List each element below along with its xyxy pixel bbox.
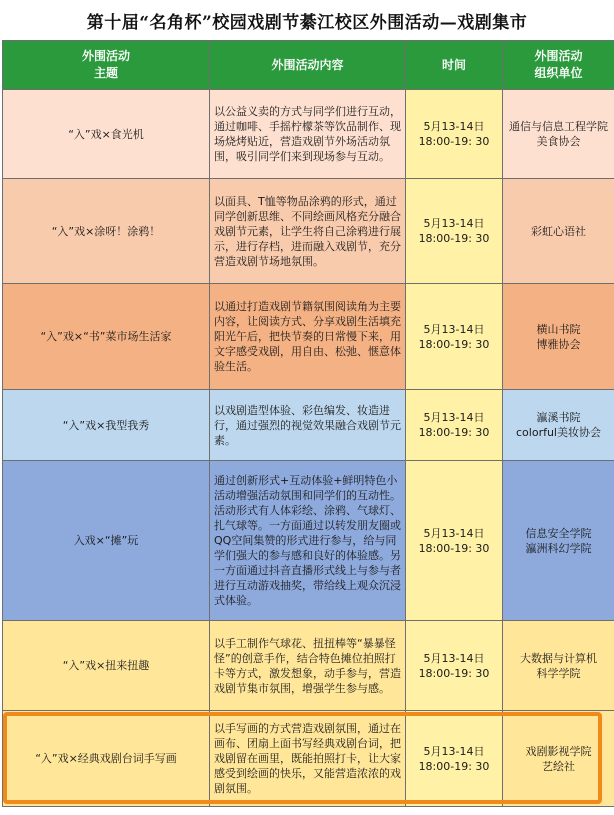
table-row <box>3 90 614 179</box>
row-org: 信息安全学院 瀛洲科幻学院 <box>503 461 614 621</box>
row-content: 以手工制作气球花、扭扭棒等“暴暴怪怪”的创意手作，结合特色摊位拍照打卡等方式，激发想象，动手参与，营造戏剧节集市氛围，增强学生参与感。 <box>210 621 406 711</box>
table-row <box>3 179 614 284</box>
row-content: 以公益义卖的方式与同学们进行互动，通过咖啡、手摇柠檬茶等饮品制作、现场烧烤贴近，营造戏剧节外场活动氛围，吸引同学们来到现场参与互动。 <box>210 90 406 179</box>
row-time: 5月13-14日 18:00-19: 30 <box>406 461 503 621</box>
row-time: 5月13-14日 18:00-19: 30 <box>406 390 503 461</box>
page-title: 第十届“名角杯”校园戏剧节綦江校区外围活动—戏剧集市 <box>86 12 528 33</box>
table-row <box>3 284 614 390</box>
row-content: 以戏剧造型体验、彩色编发、妆造进行，通过强烈的视觉效果融合戏剧节元素。 <box>210 390 406 461</box>
header-content: 外围活动内容 <box>210 41 406 90</box>
row-content: 以通过打造戏剧节籍氛围阅读角为主要内容，让阅读方式、分享戏剧生活填充阳光午后，把快节奏的日常慢下来，用文字感受戏剧，用自由、松弛、惬意体验生活。 <box>210 284 406 390</box>
row-theme: “入”戏×食光机 <box>3 90 210 179</box>
header-time: 时间 <box>406 41 503 90</box>
table-row <box>3 461 614 621</box>
table-row <box>3 390 614 461</box>
table-header-row <box>3 41 614 90</box>
row-time: 5月13-14日 18:00-19: 30 <box>406 179 503 284</box>
row-org: 通信与信息工程学院 美食协会 <box>503 90 614 179</box>
row-org: 横山书院 博雅协会 <box>503 284 614 390</box>
header-org: 外围活动 组织单位 <box>503 41 614 90</box>
row-theme: 入戏×“摊”玩 <box>3 461 210 621</box>
table-row <box>3 621 614 711</box>
row-time: 5月13-14日 18:00-19: 30 <box>406 621 503 711</box>
row-theme: “入”戏×扭来扭趣 <box>3 621 210 711</box>
row-org: 瀛溪书院 colorful美妆协会 <box>503 390 614 461</box>
row-theme: “入”戏×经典戏剧台词手写画 <box>3 711 210 807</box>
row-theme: “入”戏×我型我秀 <box>3 390 210 461</box>
row-content: 通过创新形式+互动体验+鲜明特色小活动增强活动氛围和同学们的互动性。活动形式有人体彩绘、涂鸦、气球灯、扎气球等。一方面通过以转发朋友圈或QQ空间集赞的形式进行参与，给与同学们强大的参与感和良好的体验感。另一方面通过抖音直播形式线上与参与者进行互动游戏抽奖，带给线上观众沉浸式体验。 <box>210 461 406 621</box>
row-org: 彩虹心语社 <box>503 179 614 284</box>
activity-table <box>2 40 614 807</box>
row-time: 5月13-14日 18:00-19: 30 <box>406 284 503 390</box>
table-row <box>3 711 614 807</box>
header-theme: 外围活动 主题 <box>3 41 210 90</box>
row-theme: “入”戏×“书”菜市场生活家 <box>3 284 210 390</box>
row-time: 5月13-14日 18:00-19: 30 <box>406 90 503 179</box>
row-theme: “入”戏×涂呀！涂鸦！ <box>3 179 210 284</box>
row-org: 戏剧影视学院 艺绘社 <box>503 711 614 807</box>
row-content: 以手写画的方式营造戏剧氛围，通过在画布、团扇上面书写经典戏剧台词，把戏剧留在画里，既能拍照打卡，让大家感受到绘画的快乐，又能营造浓浓的戏剧氛围。 <box>210 711 406 807</box>
row-org: 大数据与计算机 科学学院 <box>503 621 614 711</box>
row-time: 5月13-14日 18:00-19: 30 <box>406 711 503 807</box>
row-content: 以面具、T恤等物品涂鸦的形式，通过同学创新思维、不同绘画风格充分融合戏剧节元素，让学生将自己涂鸦进行展示，进行存档，进而融入戏剧节，充分营造戏剧节场地氛围。 <box>210 179 406 284</box>
